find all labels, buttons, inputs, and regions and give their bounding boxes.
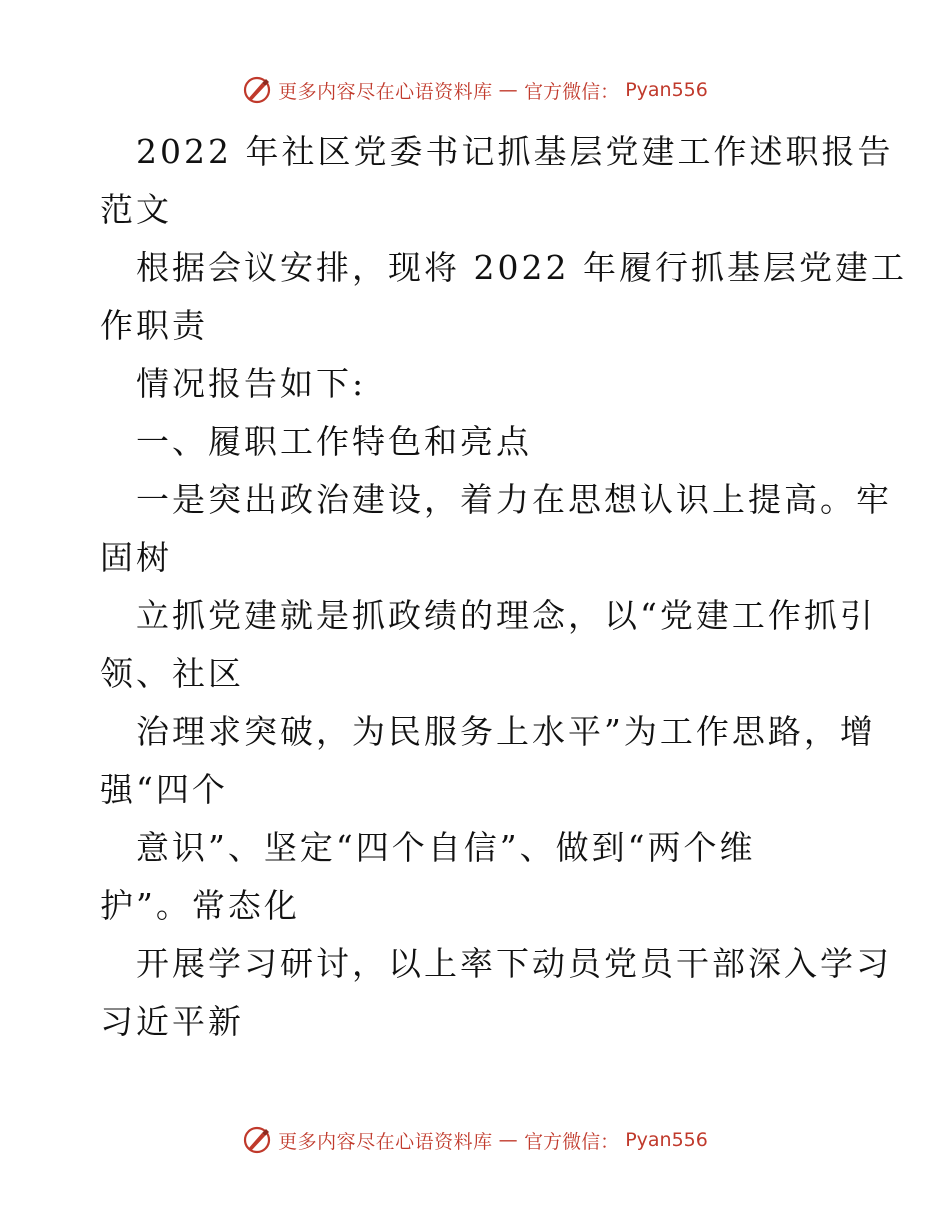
watermark-text: 更多内容尽在心语资料库 bbox=[278, 80, 493, 103]
doc-paragraph-line: 开展学习研讨，以上率下动员党员干部深入学习 bbox=[136, 944, 892, 983]
doc-title-line-2: 范文 bbox=[100, 190, 172, 229]
doc-paragraph-line: 护”。常态化 bbox=[100, 886, 300, 925]
doc-paragraph-line: 强“四个 bbox=[100, 770, 228, 809]
pen-circle-logo-icon bbox=[242, 1125, 272, 1155]
doc-paragraph-line: 习近平新 bbox=[100, 1002, 244, 1041]
footer-watermark bbox=[0, 1120, 950, 1160]
header-watermark bbox=[0, 70, 950, 110]
doc-section-heading: 一、履职工作特色和亮点 bbox=[136, 422, 532, 461]
pen-circle-logo-icon bbox=[242, 75, 272, 105]
watermark-wechat-label: 官方微信： bbox=[524, 1130, 620, 1153]
doc-paragraph-line: 意识”、坚定“四个自信”、做到“两个维 bbox=[136, 828, 756, 867]
watermark-wechat-id: Pyan556 bbox=[625, 1129, 708, 1151]
doc-paragraph-line: 作职责 bbox=[100, 306, 208, 345]
watermark-text: 更多内容尽在心语资料库 bbox=[278, 1130, 493, 1153]
doc-title-line-1: 2022 年社区党委书记抓基层党建工作述职报告 bbox=[136, 132, 894, 171]
doc-paragraph-line: 固树 bbox=[100, 538, 172, 577]
watermark-wechat-id: Pyan556 bbox=[625, 79, 708, 101]
watermark-dash: — bbox=[498, 1129, 519, 1151]
doc-paragraph-line: 立抓党建就是抓政绩的理念，以“党建工作抓引 bbox=[136, 596, 876, 635]
doc-paragraph-line: 根据会议安排，现将 2022 年履行抓基层党建工 bbox=[136, 248, 907, 287]
doc-paragraph-line: 情况报告如下: bbox=[136, 364, 367, 403]
doc-paragraph-line: 一是突出政治建设，着力在思想认识上提高。牢 bbox=[136, 480, 892, 519]
doc-paragraph-line: 治理求突破，为民服务上水平”为工作思路，增 bbox=[136, 712, 876, 751]
document-body bbox=[100, 123, 907, 1051]
doc-paragraph-line: 领、社区 bbox=[100, 654, 244, 693]
watermark-wechat-label: 官方微信： bbox=[524, 80, 620, 103]
watermark-dash: — bbox=[498, 79, 519, 101]
